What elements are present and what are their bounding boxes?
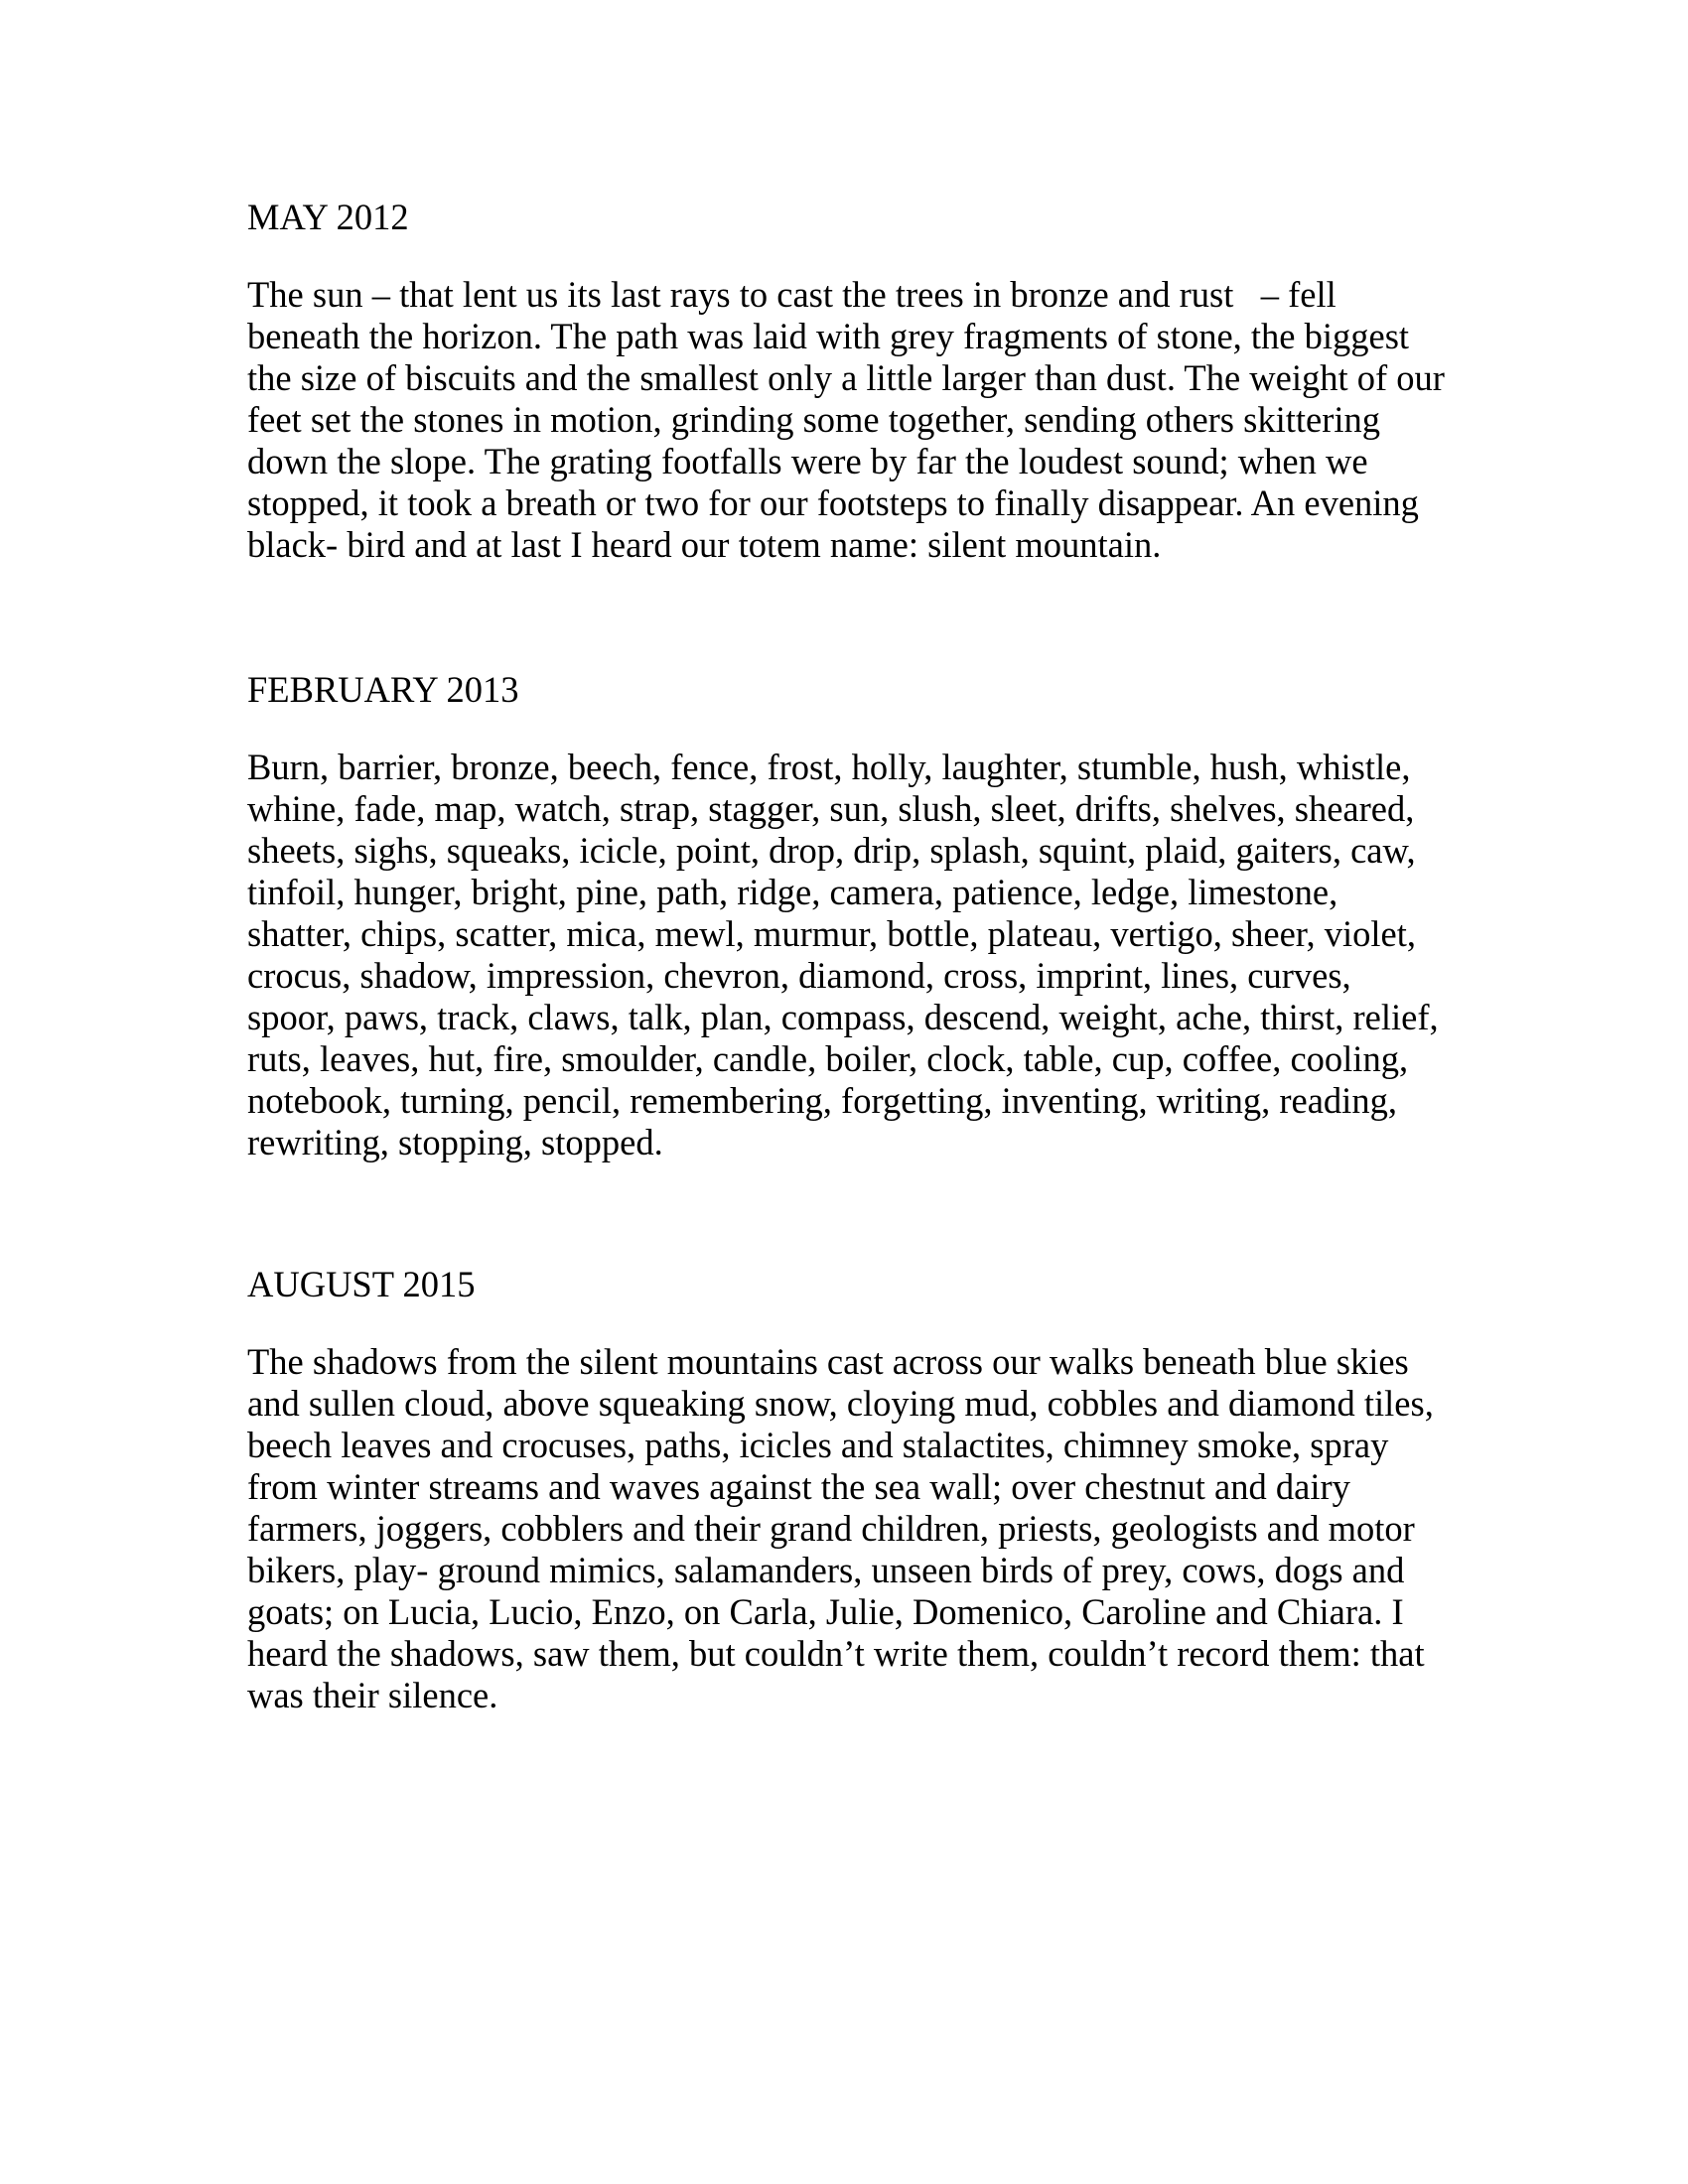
section-heading: MAY 2012 — [247, 197, 409, 237]
text-line: was their silence. — [247, 1675, 498, 1715]
text-line: black- bird and at last I heard our totem name: silent mountain. — [247, 524, 1162, 565]
text-line: feet set the stones in motion, grinding some together, sending others skittering — [247, 399, 1380, 440]
text-line: stopped, it took a breath or two for our footsteps to finally disappear. An evening — [247, 482, 1419, 523]
text-line: whine, fade, map, watch, strap, stagger, sun, slush, sleet, drifts, shelves, sheared, — [247, 788, 1415, 829]
text-line: ruts, leaves, hut, fire, smoulder, candle, boiler, clock, table, cup, coffee, cooling, — [247, 1038, 1409, 1079]
section-paragraph — [247, 1341, 1469, 1716]
section-paragraph — [247, 274, 1469, 566]
text-line: down the slope. The grating footfalls were by far the loudest sound; when we — [247, 441, 1368, 481]
text-line: from winter streams and waves against the sea wall; over chestnut and dairy — [247, 1466, 1350, 1507]
text-line: notebook, turning, pencil, remembering, forgetting, inventing, writing, reading, — [247, 1080, 1397, 1121]
text-line: The shadows from the silent mountains cast across our walks beneath blue skies — [247, 1341, 1409, 1382]
text-line: beneath the horizon. The path was laid with grey fragments of stone, the biggest — [247, 316, 1410, 356]
text-line: rewriting, stopping, stopped. — [247, 1122, 663, 1162]
section-heading: AUGUST 2015 — [247, 1264, 476, 1304]
text-line: crocus, shadow, impression, chevron, diamond, cross, imprint, lines, curves, — [247, 955, 1351, 996]
text-line: tinfoil, hunger, bright, pine, path, ridge, camera, patience, ledge, limestone, — [247, 872, 1338, 912]
text-line: Burn, barrier, bronze, beech, fence, frost, holly, laughter, stumble, hush, whistle, — [247, 747, 1411, 787]
text-line: farmers, joggers, cobblers and their grand children, priests, geologists and motor — [247, 1508, 1415, 1549]
text-line: The sun – that lent us its last rays to cast the trees in bronze and rust – fell — [247, 274, 1336, 315]
text-line: spoor, paws, track, claws, talk, plan, compass, descend, weight, ache, thirst, relief, — [247, 997, 1439, 1037]
section-paragraph — [247, 747, 1469, 1163]
text-line: the size of biscuits and the smallest only a little larger than dust. The weight of our — [247, 357, 1445, 398]
section-heading: FEBRUARY 2013 — [247, 669, 519, 710]
text-line: sheets, sighs, squeaks, icicle, point, drop, drip, splash, squint, plaid, gaiters, caw, — [247, 830, 1416, 871]
section-august-2015 — [247, 1264, 1469, 1716]
text-line: shatter, chips, scatter, mica, mewl, murmur, bottle, plateau, vertigo, sheer, violet, — [247, 913, 1417, 954]
text-line: and sullen cloud, above squeaking snow, cloying mud, cobbles and diamond tiles, — [247, 1383, 1434, 1424]
section-february-2013 — [247, 669, 1469, 1163]
text-line: goats; on Lucia, Lucio, Enzo, on Carla, Julie, Domenico, Caroline and Chiara. I — [247, 1591, 1404, 1632]
text-line: beech leaves and crocuses, paths, icicles and stalactites, chimney smoke, spray — [247, 1425, 1389, 1465]
text-line: heard the shadows, saw them, but couldn’t write them, couldn’t record them: that — [247, 1633, 1425, 1674]
text-line: bikers, play- ground mimics, salamanders, unseen birds of prey, cows, dogs and — [247, 1550, 1405, 1590]
section-may-2012 — [247, 197, 1469, 566]
